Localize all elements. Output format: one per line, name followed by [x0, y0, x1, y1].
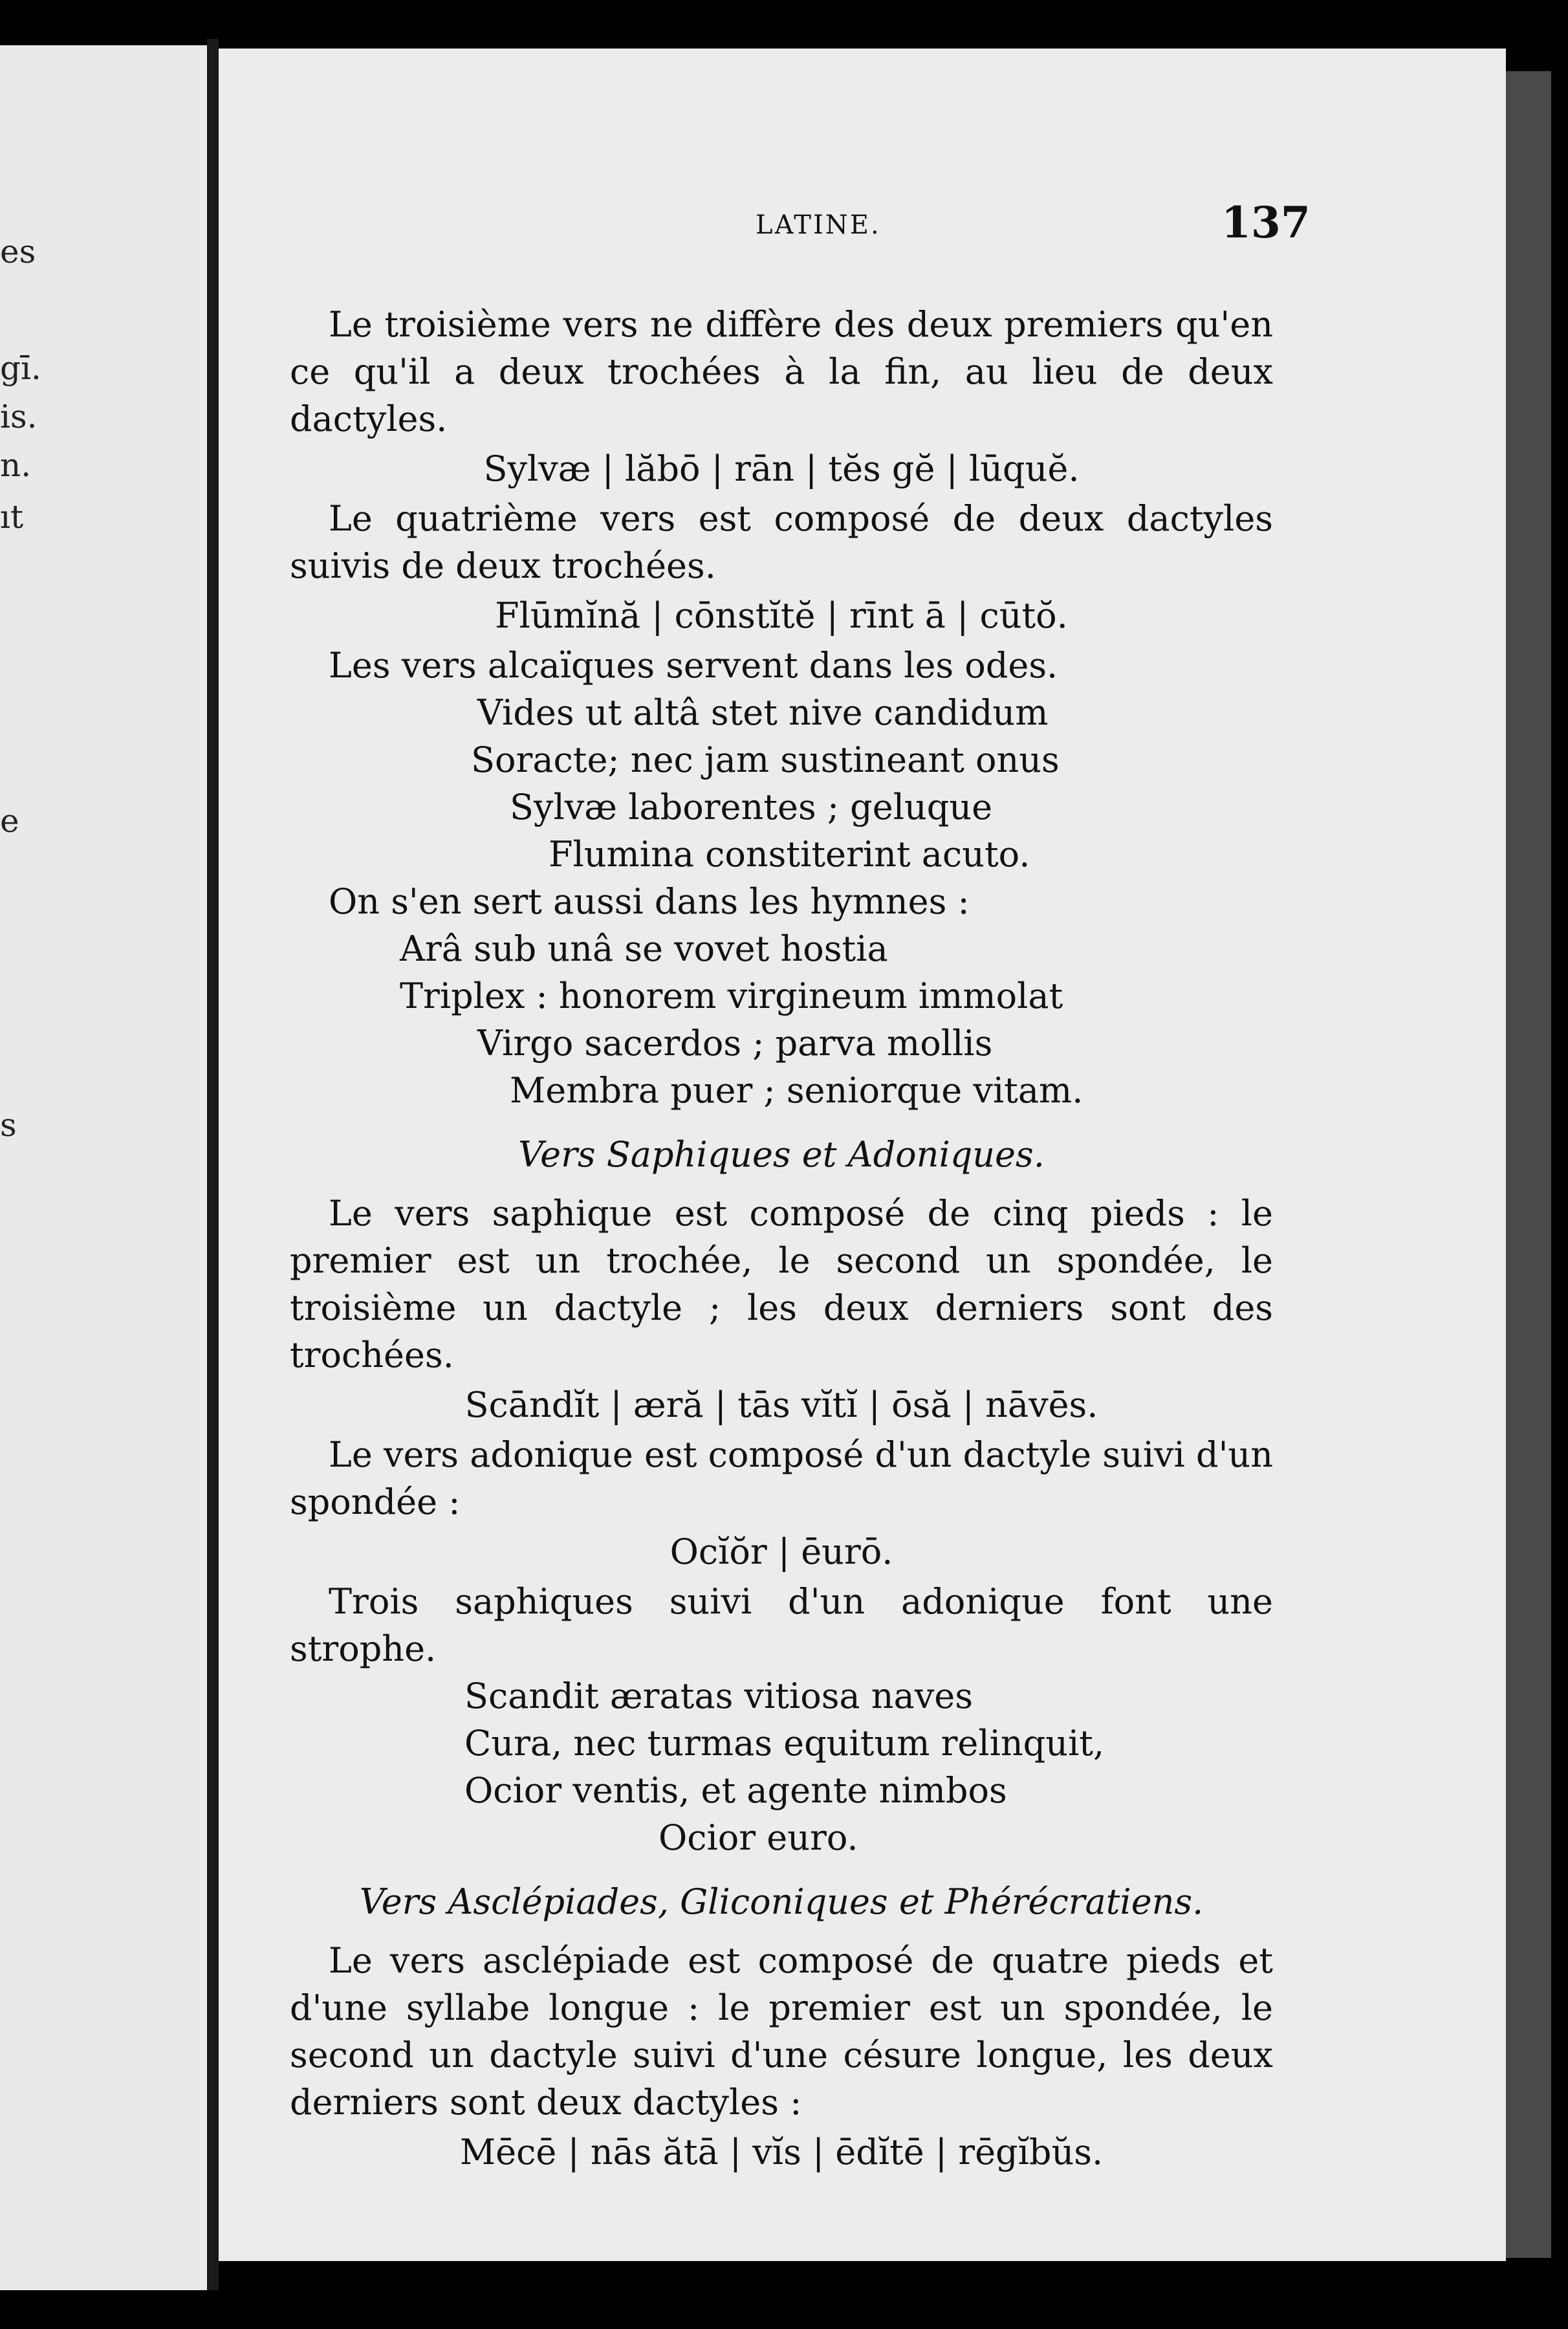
verse-line: Ocior ventis, et agente nimbos: [464, 1770, 1007, 1811]
scansion-line: Flūmĭnă | cōnstĭtĕ | rīnt ā | cūtŏ.: [495, 595, 1068, 636]
paragraph: Le quatrième vers est composé de deux dactyles suivis de deux trochées.: [290, 498, 1273, 586]
verse-line: Arâ sub unâ se vovet hostia: [400, 928, 888, 969]
margin-fragment: s: [0, 1106, 17, 1144]
verse-line: Triplex : honorem virgineum immolat: [400, 976, 1063, 1016]
scansion-line: Ocĭŏr | ēurō.: [670, 1531, 893, 1572]
paragraph: Les vers alcaïques servent dans les odes.: [329, 645, 1058, 686]
verse-line: Scandit æratas vitiosa naves: [464, 1676, 973, 1716]
paragraph: Trois saphiques suivi d'un adonique font une strophe.: [290, 1581, 1273, 1669]
paragraph: Le troisième vers ne diffère des deux premiers qu'en ce qu'il a deux trochées à la fin, au lieu de deux dactyles.: [290, 304, 1273, 439]
page-edge-shadow: [1506, 71, 1551, 2258]
page-header: [219, 197, 1506, 249]
verse-line: Sylvæ laborentes ; geluque: [510, 787, 993, 827]
section-heading: Vers Asclépiades, Gliconiques et Phérécratiens.: [359, 1881, 1204, 1922]
scansion-line: Mēcē | nās ătā | vĭs | ēdĭtē | rēgĭbŭs.: [459, 2132, 1104, 2172]
verse-line: Cura, nec turmas equitum relinquit,: [464, 1723, 1105, 1764]
book-gutter: [207, 39, 219, 2290]
verse-line: Virgo sacerdos ; parva mollis: [477, 1023, 993, 1064]
page-number: 137: [1221, 197, 1311, 248]
margin-fragment: ıt: [0, 498, 24, 536]
verse-line: Soracte; nec jam sustineant onus: [471, 739, 1060, 780]
book-page: [219, 49, 1506, 2261]
margin-fragment: n.: [0, 446, 32, 484]
paragraph: Le vers saphique est composé de cinq pieds : le premier est un trochée, le second un spondée, le troisième un dactyle ; les deux derniers sont des trochées.: [290, 1193, 1273, 1375]
paragraph: Le vers asclépiade est composé de quatre pieds et d'une syllabe longue : le premier est un spondée, le second un dactyle suivi d'une césure longue, les deux derniers sont deux dactyles :: [290, 1940, 1273, 2123]
verse-line: Vides ut altâ stet nive candidum: [477, 692, 1049, 733]
margin-fragment: e: [0, 802, 19, 840]
paragraph: On s'en sert aussi dans les hymnes :: [329, 881, 970, 922]
margin-fragment: gī.: [0, 349, 41, 387]
scansion-line: Scāndĭt | æră | tās vĭtĭ | ōsă | nāvēs.: [464, 1384, 1098, 1425]
running-title: LATINE.: [756, 210, 881, 240]
paragraph: Le vers adonique est composé d'un dactyle suivi d'un spondée :: [290, 1434, 1273, 1522]
margin-fragment: is.: [0, 398, 38, 435]
verse-line: Flumina constiterint acuto.: [549, 834, 1030, 875]
section-heading: Vers Saphiques et Adoniques.: [518, 1134, 1045, 1175]
facing-page-edge: [0, 45, 216, 2290]
margin-fragment: es: [0, 233, 36, 270]
scansion-line: Sylvæ | lăbō | rān | tĕs gĕ | lūquĕ.: [483, 448, 1080, 489]
verse-line: Membra puer ; seniorque vitam.: [510, 1070, 1083, 1111]
verse-line: Ocior euro.: [659, 1817, 858, 1858]
page-body: [290, 301, 1273, 2178]
